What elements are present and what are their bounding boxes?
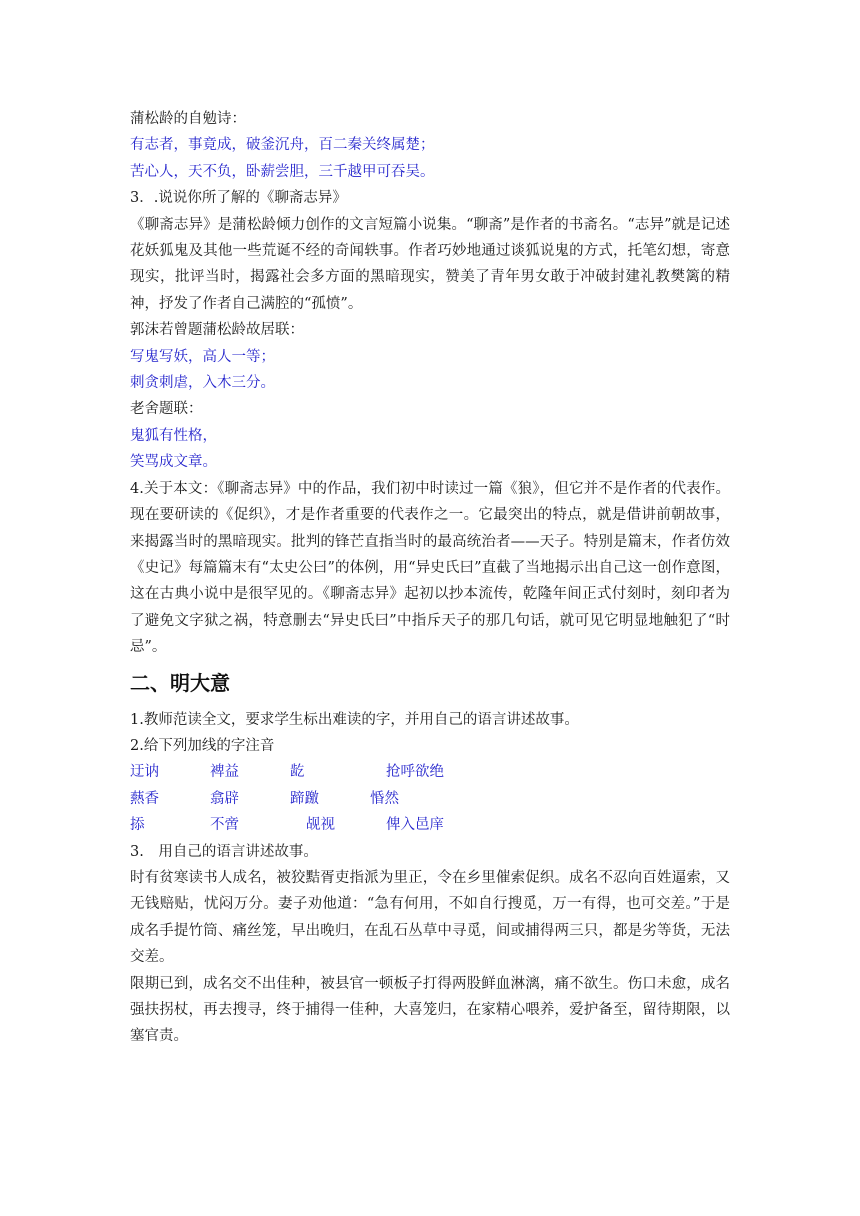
liaozhai-description: 《聊斋志异》是蒲松龄倾力创作的文言短篇小说集。“聊斋”是作者的书斋名。“志异”就是记述花妖狐鬼及其他一些荒诞不经的奇闻轶事。作者巧妙地通过谈狐说鬼的方式，托笔幻想，寄意现实，批评当时，揭露社会多方面的黑暗现实，赞美了青年男女敢于冲破封建礼教樊篱的精神，抒发了作者自己满腔的“孤愤”。: [130, 216, 730, 312]
poem-line-1: 有志者，事竟成，破釜沉舟，百二秦关终属楚；: [130, 137, 435, 154]
pronunciation-word: 蹄躈: [290, 790, 319, 807]
task-2: 2.给下列加线的字注音: [130, 737, 275, 754]
lao-couplet-line-1: 鬼狐有性格，: [130, 427, 217, 444]
pronunciation-word: 翕辟: [210, 790, 239, 807]
pronunciation-word: 掭: [130, 817, 145, 834]
story-paragraph-1: 时有贫寒读书人成名，被狡黠胥吏指派为里正，令在乡里催索促织。成名不忍向百姓逼索，又无钱赔贴，忧闷万分。妻子劝他道：“急有何用，不如自行搜觅，万一有得，也可交差。”于是成名手提竹筒、痛丝笼，早出晚归，在乱石丛草中寻觅，间或捕得两三只，都是劣等货，无法交差。: [130, 869, 730, 966]
section-heading: 二、明大意: [130, 670, 230, 695]
pronunciation-word: 龁: [290, 764, 305, 781]
pronunciation-row: [130, 812, 730, 838]
about-text-paragraph: 4.关于本文：《聊斋志异》中的作品，我们初中时读过一篇《狼》，但它并不是作者的代表作。现在要研读的《促织》，才是作者重要的代表作之一。它最突出的特点，就是借讲前朝故事，来揭露当时的黑暗现实。批判的锋芒直指当时的最高统治者——天子。特别是篇末，作者仿效《史记》每篇篇末有“太史公曰”的体例，用“异史氏曰”直截了当地揭示出自己这一创作意图，这在古典小说中是很罕见的。《聊斋志异》起初以抄本流传，乾隆年间正式付刻时，刻印者为了避免文字狱之祸，特意删去“异史氏曰”中指斥天子的那几句话，就可见它明显地触犯了“时忌”。: [130, 480, 730, 656]
pronunciation-word: 惛然: [370, 790, 399, 807]
task-1: 1.教师范读全文，要求学生标出难读的字，并用自己的语言讲述故事。: [130, 711, 579, 728]
guo-couplet-line-1: 写鬼写妖，高人一等；: [130, 348, 275, 365]
pronunciation-word: 不啻: [210, 817, 239, 834]
pronunciation-word: 觇视: [306, 817, 335, 834]
poem-intro: 蒲松龄的自勉诗：: [130, 111, 246, 127]
story-paragraph-2: 限期已到，成名交不出佳种，被县官一顿板子打得两股鲜血淋漓，痛不欲生。伤口未愈，成名强扶拐杖，再去搜寻，终于捕得一佳种，大喜笼归，在家精心喂养，爱护备至，留待期限，以塞官责。: [130, 975, 730, 1045]
lao-couplet-line-2: 笑骂成文章。: [130, 454, 217, 471]
pronunciation-word: 爇香: [130, 790, 159, 807]
guo-couplet-line-2: 刺贪刺虐，入木三分。: [130, 375, 275, 392]
pronunciation-word: 裨益: [210, 764, 239, 781]
document-page: [130, 106, 730, 1050]
lao-couplet-intro: 老舍题联：: [130, 401, 203, 418]
guo-couplet-intro: 郭沫若曾题蒲松龄故居联：: [130, 322, 304, 339]
pronunciation-row: [130, 759, 730, 785]
pronunciation-word: 迂讷: [130, 764, 159, 781]
pronunciation-word: 抢呼欲绝: [386, 764, 444, 781]
task-3: 3. 用自己的语言讲述故事。: [130, 843, 318, 860]
poem-line-2: 苦心人，天不负，卧薪尝胆，三千越甲可吞吴。: [130, 163, 435, 180]
question-3: 3．.说说你所了解的《聊斋志异》: [130, 190, 347, 207]
pronunciation-row: [130, 786, 730, 812]
pronunciation-word: 俾入邑庠: [386, 817, 444, 834]
